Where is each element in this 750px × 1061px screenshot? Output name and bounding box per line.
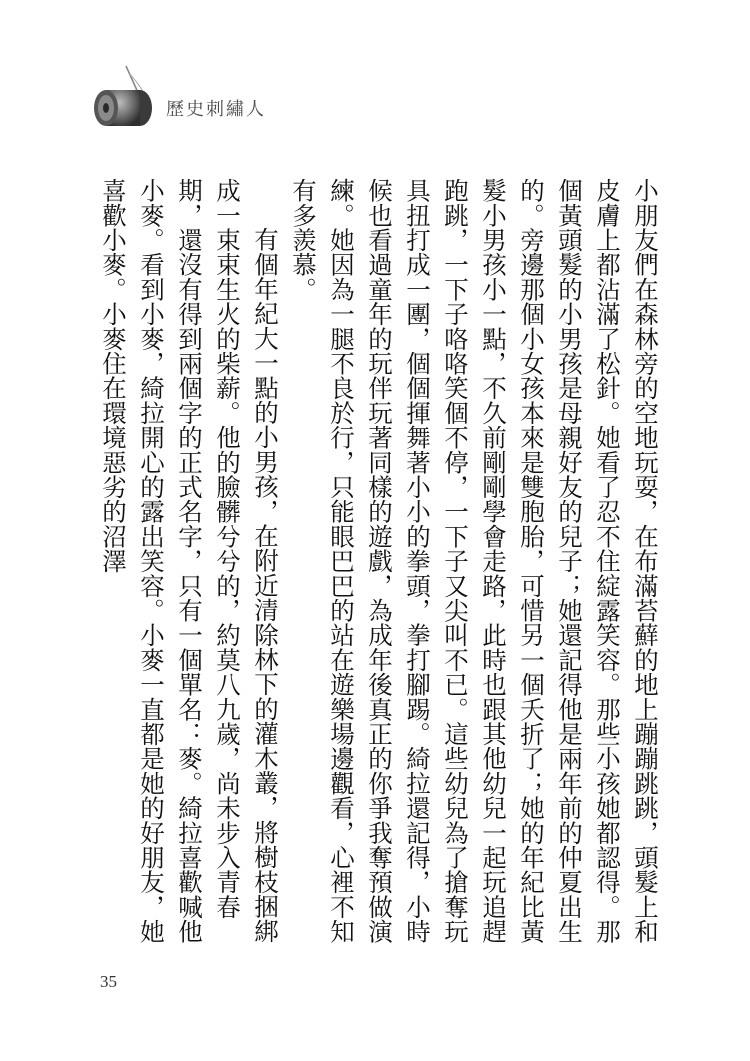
vertical-text-body: [94, 178, 664, 948]
running-header: [86, 62, 386, 134]
paragraph-2: 有個年紀大一點的小男孩，在附近清除林下的灌木叢，將樹枝捆綁成一束束生火的柴薪。他的臉髒兮兮的，約莫八九歲，尚未步入青春期，還沒有得到兩個字的正式名字，只有一個單名：麥。綺拉喜歡喊他小麥。看到小麥，綺拉開心的露出笑容。小麥一直都是她的好朋友，她喜歡小麥。小麥住在環境惡劣的沼澤: [99, 178, 280, 944]
book-title: 歷史刺繡人: [166, 99, 266, 120]
paragraph-1: 小朋友們在森林旁的空地玩耍，在布滿苔蘚的地上蹦蹦跳跳，頭髮上和皮膚上都沾滿了松針。她看了忍不住綻露笑容。那些小孩她都認得。那個黃頭髮的小男孩是母親好友的兒子；她還記得他是兩年前的仲夏出生的。旁邊那個小女孩本來是雙胞胎，可惜另一個夭折了；她的年紀比黃髮小男孩小一點，不久前剛剛學會走路，此時也跟其他幼兒一起玩追趕跑跳，一下子咯咯笑個不停，一下子又尖叫不已。這些幼兒為了搶奪玩具扭打成一團，個個揮舞著小小的拳頭，拳打腳踢。綺拉還記得，小時候也看過童年的玩伴玩著同樣的遊戲，為成年後真正的你爭我奪預做演練。她因為一腿不良於行，只能眼巴巴的站在遊樂場邊觀看，心裡不知有多羨慕。: [289, 178, 660, 944]
page-number: 35: [100, 972, 117, 991]
thread-spool-needle-icon: [86, 62, 164, 134]
